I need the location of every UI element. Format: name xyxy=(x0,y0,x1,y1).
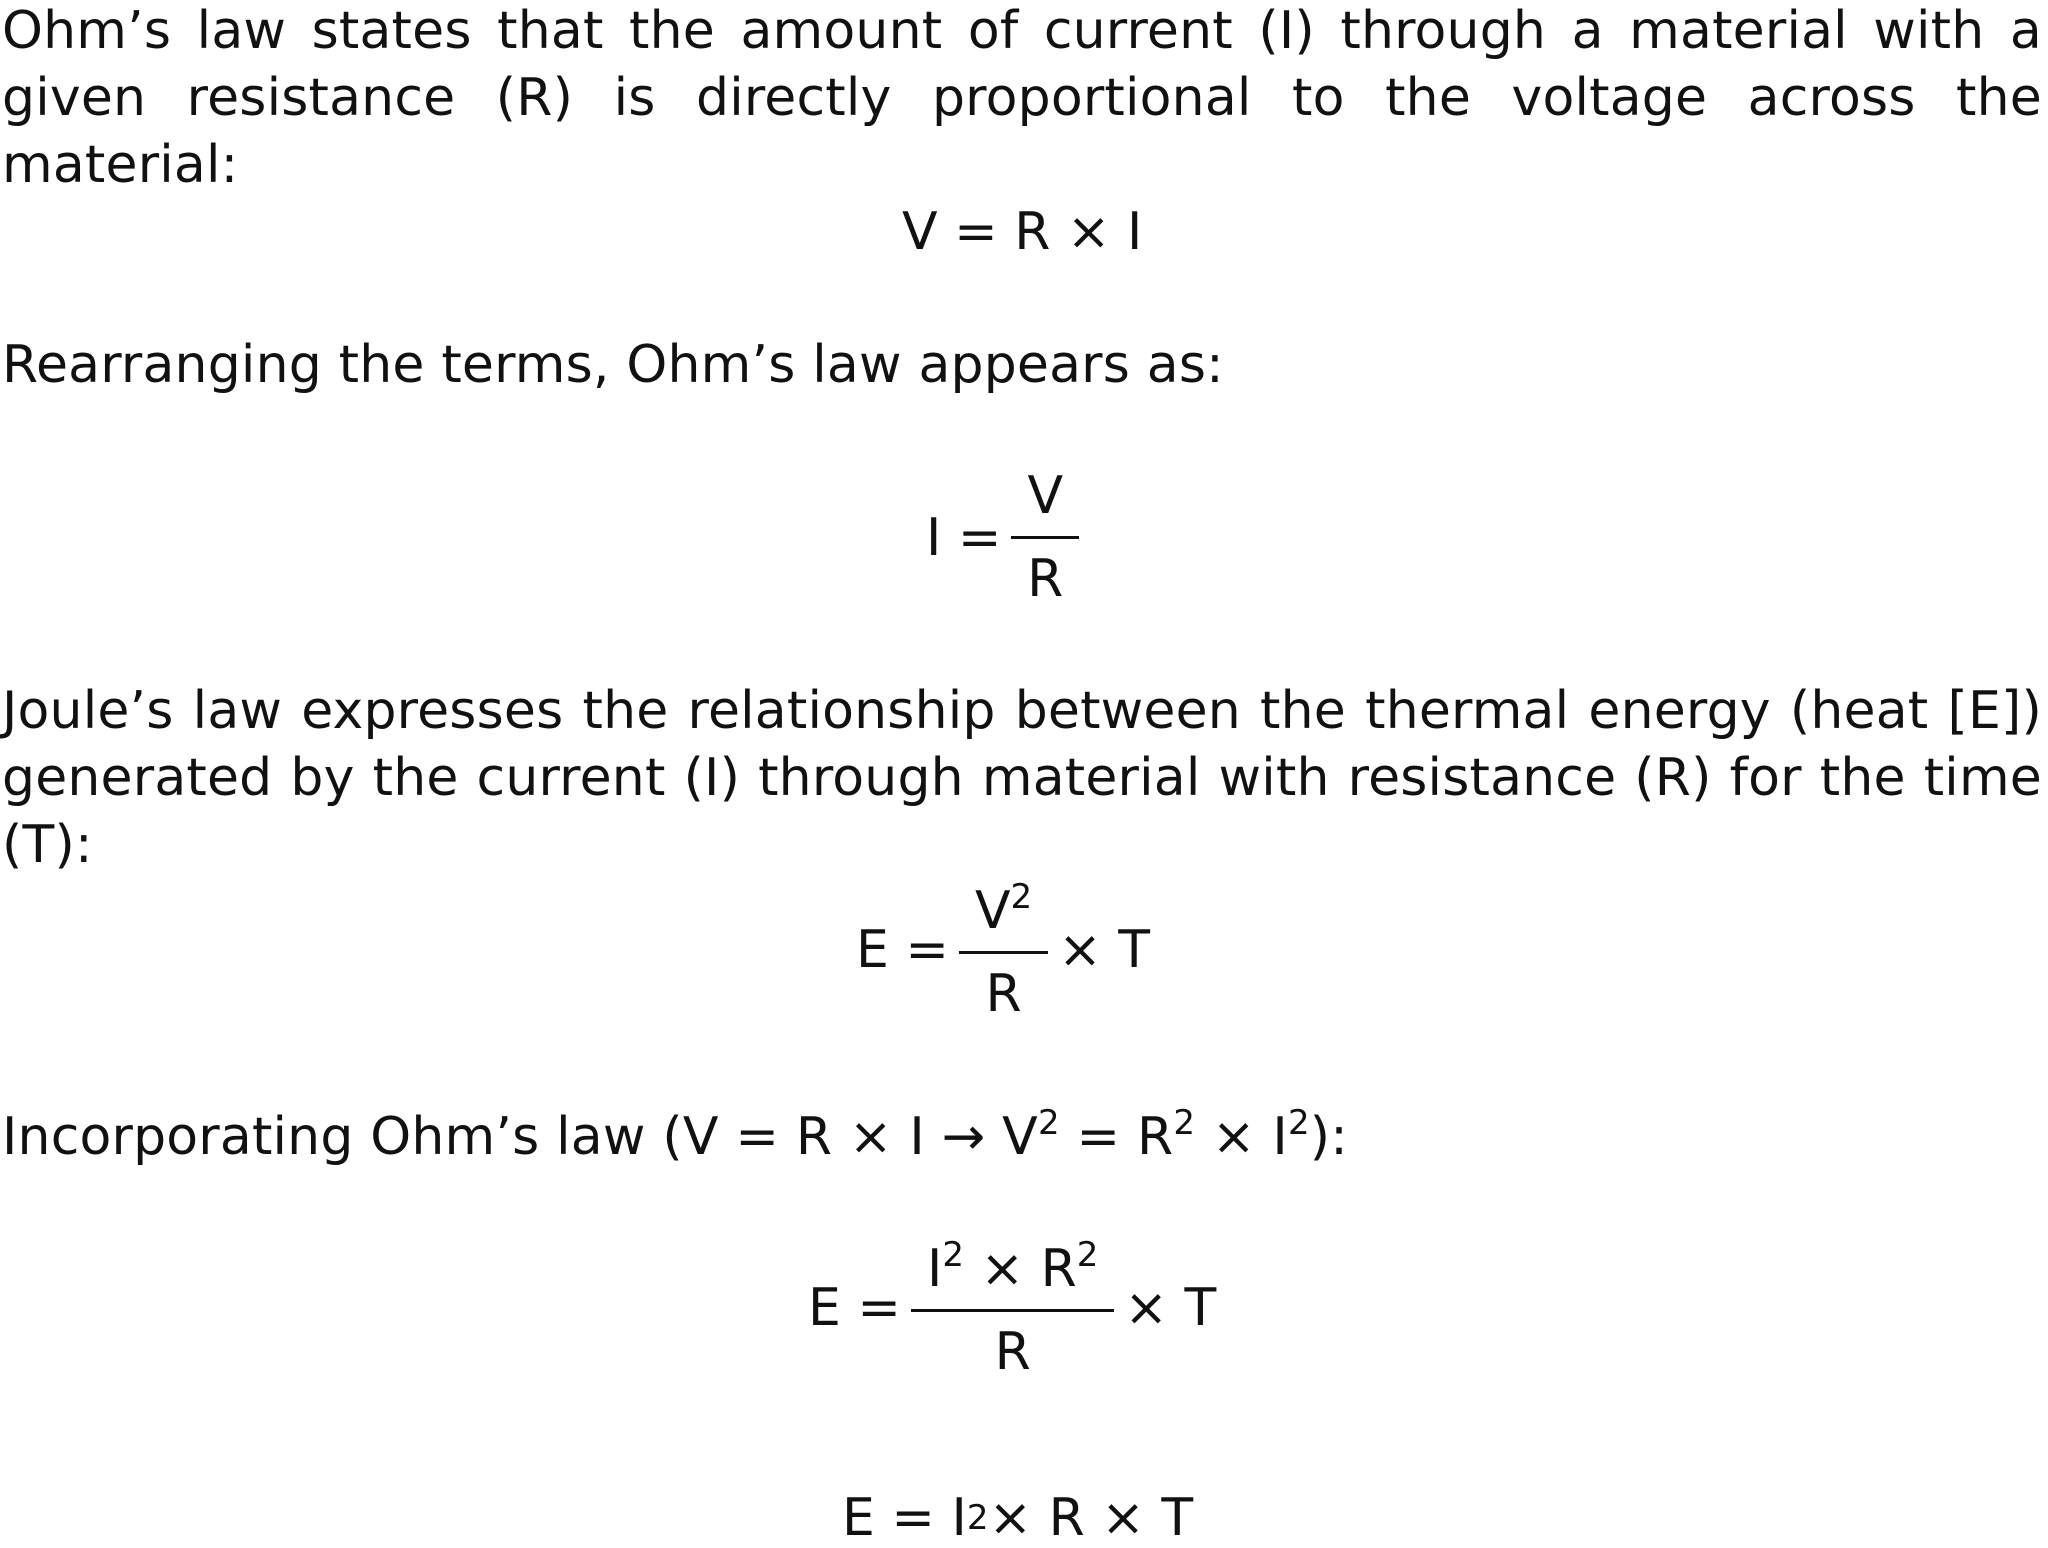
fraction-denominator: R xyxy=(985,964,1022,1024)
joule-law-intro-paragraph: Joule’s law expresses the relationship between the thermal energy (heat [E]) generated by the current (I) through material with resistance (R) for the time (T): xyxy=(2,681,2042,875)
incorporating-prefix: Incorporating Ohm’s law ( xyxy=(2,1107,683,1167)
fraction-numerator: V xyxy=(1011,470,1079,539)
energy-substituted-rhs: × T xyxy=(1124,1278,1217,1338)
current-equation xyxy=(926,466,1089,609)
incorporating-inner-a: V = R × I → V xyxy=(682,1107,1038,1167)
ohm-law-equation xyxy=(902,202,1143,262)
joule-equation-rhs: × T xyxy=(1058,920,1151,980)
fraction-numerator xyxy=(911,1235,1114,1312)
energy-substituted-equation xyxy=(808,1235,1217,1382)
ohm-law-equation-text: V = R × I xyxy=(902,202,1143,262)
ohm-law-intro-paragraph: Ohm’s law states that the amount of current (I) through a material with a given resistance (R) is directly proportional to the voltage across the material: xyxy=(2,1,2042,195)
current-equation-lhs: I = xyxy=(926,507,1002,568)
fraction-numerator xyxy=(959,877,1048,954)
fraction-denominator: R xyxy=(994,1322,1031,1382)
fraction-denominator: R xyxy=(1027,549,1064,609)
numerator-term-a: I xyxy=(926,1239,943,1299)
numerator-exponent: 2 xyxy=(1010,877,1033,917)
energy-final-exponent: 2 xyxy=(966,1498,989,1538)
numerator-term-b: × R xyxy=(963,1239,1077,1299)
superscript: 2 xyxy=(1287,1103,1310,1143)
incorporating-suffix: ): xyxy=(1309,1107,1349,1167)
energy-final-lhs: E = I xyxy=(842,1488,967,1548)
rearranging-paragraph: Rearranging the terms, Ohm’s law appears as: xyxy=(2,335,1224,395)
superscript: 2 xyxy=(1173,1103,1196,1143)
numerator-base: V xyxy=(974,881,1011,941)
incorporating-inner-b: = R xyxy=(1059,1107,1174,1167)
current-equation-fraction xyxy=(1011,466,1079,609)
joule-equation-lhs: E = xyxy=(856,920,949,980)
energy-substituted-fraction xyxy=(911,1235,1114,1382)
joule-equation-fraction xyxy=(959,877,1048,1024)
joule-law-equation xyxy=(856,877,1151,1024)
energy-final-equation xyxy=(842,1488,1194,1548)
superscript: 2 xyxy=(1037,1103,1060,1143)
numerator-term-b-exponent: 2 xyxy=(1076,1235,1099,1275)
energy-final-rhs: × R × T xyxy=(988,1488,1194,1548)
incorporating-paragraph xyxy=(2,1090,2042,1171)
numerator-term-a-exponent: 2 xyxy=(942,1235,964,1275)
incorporating-inner-c: × I xyxy=(1195,1107,1288,1167)
energy-substituted-lhs: E = xyxy=(808,1278,901,1338)
